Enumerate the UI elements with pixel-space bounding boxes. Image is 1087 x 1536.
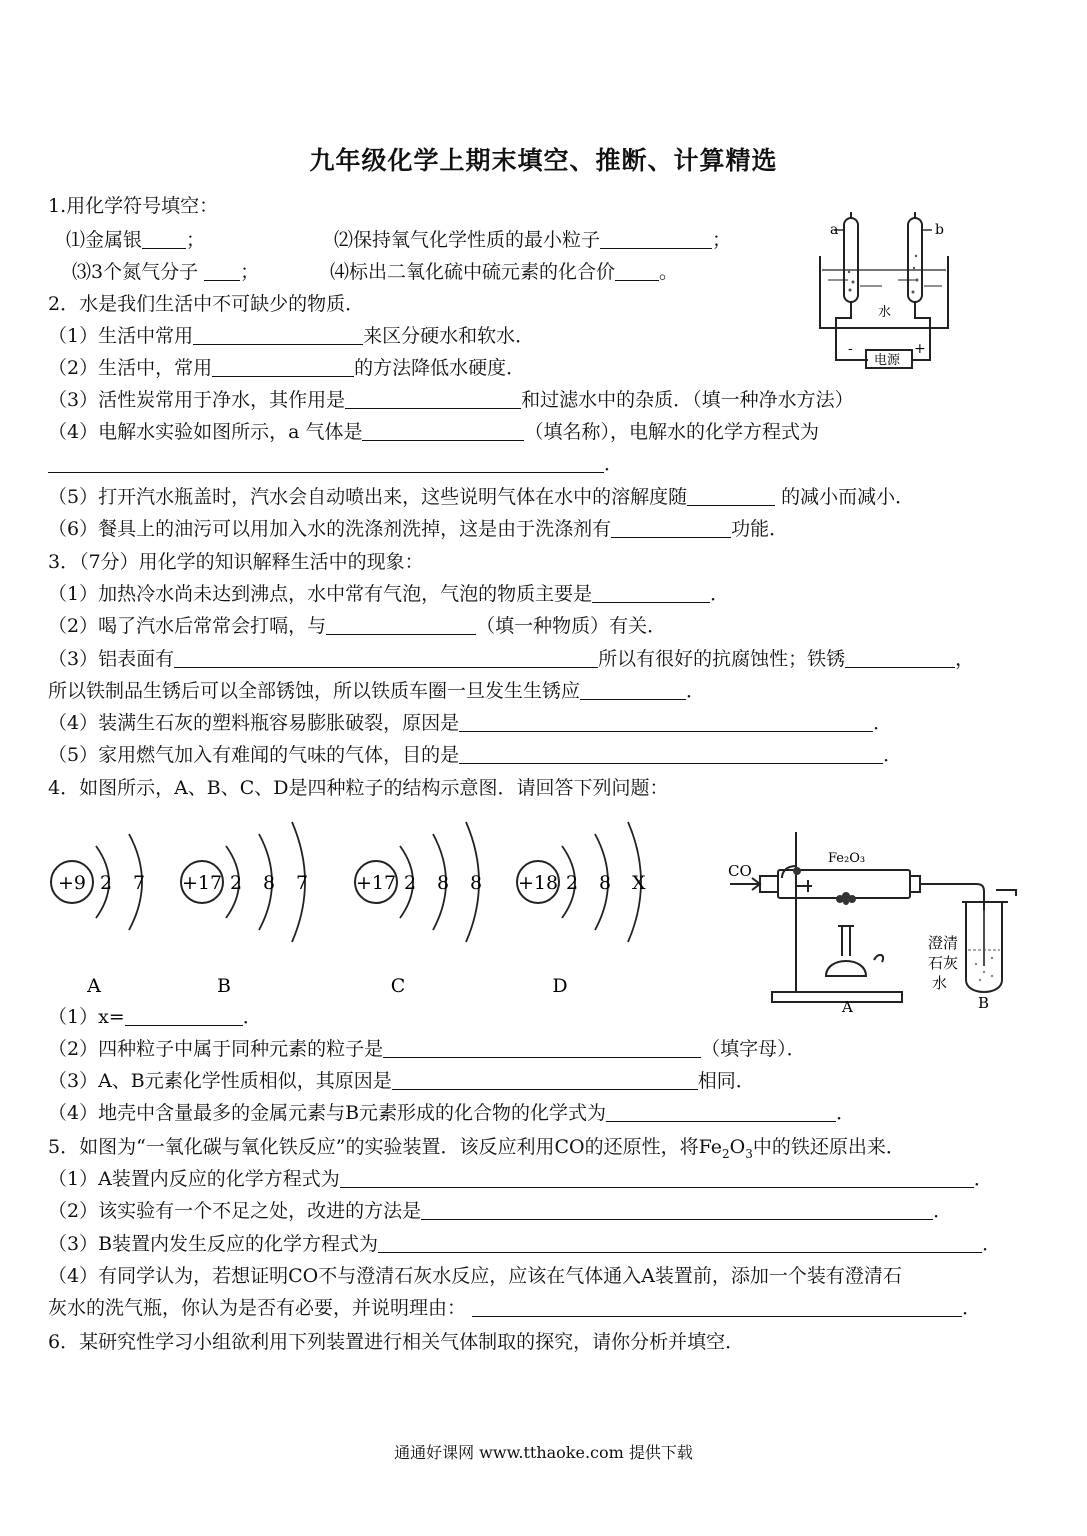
nucleus-charge: +17 <box>355 872 397 894</box>
footer-credit: 通通好课网 www.tthaoke.com 提供下载 <box>394 1443 693 1462</box>
answer-blank[interactable] <box>193 326 363 345</box>
atom-letter: C <box>390 975 406 997</box>
nucleus-charge: +9 <box>57 872 87 894</box>
electron-count: 2 <box>404 872 417 894</box>
answer-blank[interactable] <box>378 1234 982 1253</box>
fe2o3-label: Fe₂O₃ <box>828 851 866 866</box>
q5-4: （4）有同学认为，若想证明CO不与澄清石灰水反应，应该在气体通入A装置前，添加一个装有澄清石 <box>48 1265 902 1287</box>
answer-blank[interactable] <box>345 390 521 409</box>
water-label: 水 <box>878 305 892 320</box>
q6-heading: 6．某研究性学习小组欲利用下列装置进行相关气体制取的探究，请你分析并填空． <box>48 1331 745 1353</box>
electron-count: 2 <box>230 872 243 894</box>
answer-blank[interactable] <box>687 487 775 506</box>
answer-blank[interactable] <box>592 584 710 603</box>
answer-blank[interactable] <box>611 519 731 538</box>
q1-4: ⑷标出二氧化硫中硫元素的化合价 。 <box>330 261 679 283</box>
answer-blank[interactable] <box>125 1007 243 1026</box>
q3-1: （1）加热冷水尚未达到沸点，水中常有气泡，气泡的物质主要是 ． <box>48 583 730 605</box>
tube-label-b: b <box>935 222 944 238</box>
answer-blank[interactable] <box>600 230 712 249</box>
electron-count: 8 <box>437 872 450 894</box>
limewater-label-3: 水 <box>932 974 948 992</box>
limewater-label-1: 澄清 <box>928 934 959 952</box>
limewater-label-2: 石灰 <box>928 954 959 972</box>
nucleus-charge: +18 <box>517 872 559 894</box>
q3-5: （5）家用燃气加入有难闻的气味的气体，目的是 ． <box>48 744 903 766</box>
q4-heading: 4．如图所示，A、B、C、D是四种粒子的结构示意图．请回答下列问题： <box>48 777 669 799</box>
q4-2: （2）四种粒子中属于同种元素的粒子是 （填字母）． <box>48 1038 806 1060</box>
apparatus-label-a: A <box>842 998 853 1016</box>
atom-letter: D <box>552 975 568 997</box>
answer-blank[interactable] <box>362 422 524 441</box>
q1-heading: 1.用化学符号填空： <box>48 195 219 217</box>
co-label: CO <box>728 862 752 880</box>
answer-blank[interactable] <box>845 649 955 668</box>
electron-count: 2 <box>100 872 113 894</box>
answer-blank[interactable] <box>340 1169 974 1188</box>
q5-2: （2）该实验有一个不足之处，改进的方法是 ． <box>48 1200 953 1222</box>
electron-count: 8 <box>263 872 276 894</box>
q3-4: （4）装满生石灰的塑料瓶容易膨胀破裂，原因是 ． <box>48 712 893 734</box>
q2-1: （1）生活中常用 来区分硬水和软水． <box>48 325 535 347</box>
q5-1: （1）A装置内反应的化学方程式为 ． <box>48 1168 993 1190</box>
answer-blank[interactable] <box>383 1039 701 1058</box>
page-title: 九年级化学上期末填空、推断、计算精选 <box>309 146 778 175</box>
q2-4-equation: ． <box>48 452 623 476</box>
electron-count: 2 <box>566 872 579 894</box>
q2-4: （4）电解水实验如图所示，a 气体是 （填名称），电解水的化学方程式为 <box>48 421 819 443</box>
atom-c <box>355 822 482 997</box>
electron-count: 7 <box>133 872 146 894</box>
electron-count: 8 <box>470 872 483 894</box>
atom-a <box>51 834 145 997</box>
q3-heading: 3．（7分）用化学的知识解释生活中的现象： <box>48 551 424 573</box>
q1-1: ⑴金属银 ； <box>66 229 206 251</box>
answer-blank[interactable] <box>606 1103 836 1122</box>
atom-letter: A <box>87 975 101 997</box>
atom-structure-diagrams <box>40 800 680 1000</box>
q3-3-continued: 所以铁制品生锈后可以全部锈蚀，所以铁质车圈一旦发生生锈应 ． <box>48 680 706 702</box>
nucleus-charge: +17 <box>181 872 223 894</box>
answer-blank[interactable] <box>421 1201 933 1220</box>
answer-blank[interactable] <box>48 454 604 473</box>
apparatus-label-b: B <box>978 994 990 1012</box>
answer-blank[interactable] <box>580 681 686 700</box>
q2-3: （3）活性炭常用于净水，其作用是 和过滤水中的杂质．（填一种净水方法） <box>48 389 854 411</box>
q2-6: （6）餐具上的油污可以用加入水的洗涤剂洗掉，这是由于洗涤剂有 功能． <box>48 518 789 540</box>
answer-blank[interactable] <box>459 745 883 764</box>
atom-b <box>181 822 308 997</box>
q5-heading: 5．如图为“一氧化碳与氧化铁反应”的实验装置．该反应利用CO的还原性，将$Fe_2O_3$中的铁还原出来． <box>48 1136 905 1161</box>
co-reduction-apparatus <box>726 826 1026 1016</box>
answer-blank[interactable] <box>459 713 873 732</box>
q2-5: （5）打开汽水瓶盖时，汽水会自动喷出来，这些说明气体在水中的溶解度随 的减小而减小． <box>48 486 915 508</box>
answer-blank[interactable] <box>142 230 186 249</box>
q1-3: ⑶3个氮气分子 ； <box>72 261 260 283</box>
answer-blank[interactable] <box>615 262 659 281</box>
q2-heading: 2．水是我们生活中不可缺少的物质． <box>48 293 365 315</box>
q2-2: （2）生活中，常用 的方法降低水硬度． <box>48 357 526 379</box>
tube-label-a: a <box>830 222 839 238</box>
answer-blank[interactable] <box>392 1071 698 1090</box>
electron-count: 8 <box>599 872 612 894</box>
electron-count: X <box>632 872 646 894</box>
electron-count: 7 <box>296 872 309 894</box>
q1-2: ⑵保持氧气化学性质的最小粒子 ； <box>334 229 732 251</box>
plus-label: + <box>914 341 926 357</box>
electrolysis-diagram <box>800 210 960 370</box>
q4-3: （3）A、B元素化学性质相似，其原因是 相同． <box>48 1070 755 1092</box>
q4-4: （4）地壳中含量最多的金属元素与B元素形成的化合物的化学式为 ． <box>48 1102 856 1124</box>
atom-letter: B <box>217 975 231 997</box>
q4-1: （1）x= ． <box>48 1006 262 1028</box>
answer-blank[interactable] <box>174 649 598 668</box>
q5-3: （3）B装置内发生反应的化学方程式为 ． <box>48 1233 1002 1255</box>
atom-d <box>517 822 646 997</box>
answer-blank[interactable] <box>204 262 240 281</box>
q3-2: （2）喝了汽水后常常会打嗝，与 （填一种物质）有关． <box>48 615 667 637</box>
q3-3: （3）铝表面有 所以有很好的抗腐蚀性；铁锈 ， <box>48 648 975 670</box>
answer-blank[interactable] <box>212 358 354 377</box>
answer-blank[interactable] <box>326 616 476 635</box>
q5-4-continued: 灰水的洗气瓶，你认为是否有必要，并说明理由： ． <box>48 1297 982 1319</box>
minus-label: - <box>848 341 853 357</box>
answer-blank[interactable] <box>472 1298 962 1317</box>
power-label: 电源 <box>874 353 901 368</box>
